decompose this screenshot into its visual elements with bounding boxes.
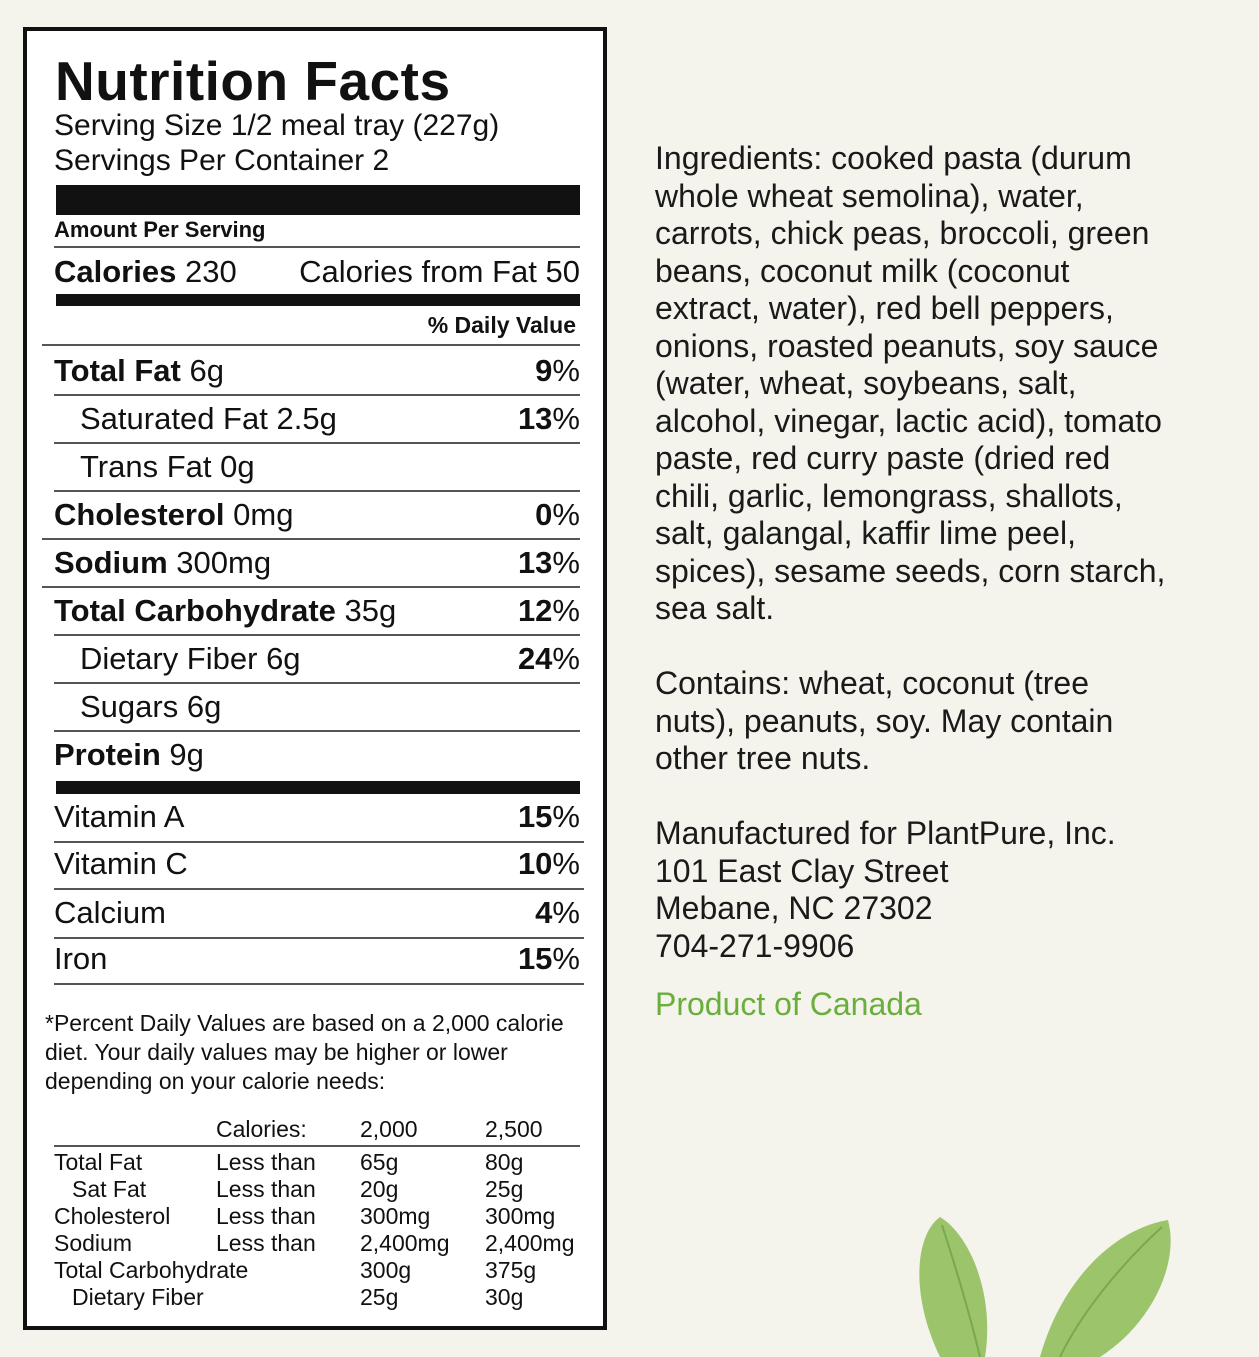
nutrient-label bbox=[54, 497, 293, 533]
vitamin-name: Iron bbox=[54, 941, 108, 976]
footnote: *Percent Daily Values are based on a 2,000 calorie diet. Your daily values may be higher or lower depending on your calorie needs: bbox=[45, 1010, 564, 1094]
divider bbox=[54, 394, 580, 396]
divider bbox=[54, 937, 584, 939]
table-row-2000: 300g bbox=[360, 1257, 412, 1283]
vitamin-dv: 4% bbox=[535, 895, 580, 930]
table-row-2500: 30g bbox=[485, 1284, 524, 1310]
calories-label: Calories bbox=[54, 254, 177, 289]
nutrient-amount: 35g bbox=[344, 593, 397, 628]
nutrient-dv: 12% bbox=[517, 593, 580, 628]
nutrient-dv-value: 0 bbox=[535, 497, 553, 532]
text-line: onions, roasted peanuts, soy sauce bbox=[655, 327, 1159, 364]
divider bbox=[54, 682, 580, 684]
text-line: sea salt. bbox=[655, 590, 775, 626]
divider bbox=[54, 246, 580, 248]
contains-text bbox=[655, 665, 1113, 778]
nutrient-amount: 6g bbox=[186, 689, 222, 724]
text-line: salt, galangal, kaffir lime peel, bbox=[655, 515, 1076, 551]
nutrient-dv-value: 13 bbox=[517, 545, 553, 580]
nutrient-label bbox=[54, 593, 396, 629]
nutrient-amount: 9g bbox=[169, 737, 204, 772]
nutrient-dv-value: 9 bbox=[535, 353, 553, 388]
nutrient-row bbox=[54, 401, 580, 437]
table-header-2000: 2,000 bbox=[360, 1116, 418, 1142]
table-row-name: Cholesterol bbox=[54, 1203, 171, 1229]
table-row-2500: 25g bbox=[485, 1176, 524, 1202]
vitamin-row bbox=[54, 895, 580, 931]
nutrient-dv: 13% bbox=[517, 545, 580, 580]
thick-divider bbox=[56, 781, 580, 794]
vitamin-dv: 15% bbox=[517, 799, 580, 834]
text-line: nuts), peanuts, soy. May contain bbox=[655, 702, 1114, 739]
text-line: 704-271-9906 bbox=[655, 927, 855, 964]
vitamin-dv-value: 10 bbox=[517, 846, 553, 881]
nutrient-dv: 13% bbox=[517, 401, 580, 436]
nutrient-amount: 0mg bbox=[233, 497, 294, 532]
vitamin-name: Vitamin C bbox=[54, 846, 188, 881]
vitamin-dv: 10% bbox=[517, 846, 580, 881]
ingredients-text bbox=[655, 140, 1165, 628]
table-row-2000: 2,400mg bbox=[360, 1230, 450, 1256]
divider bbox=[54, 490, 580, 492]
table-row-2500: 80g bbox=[485, 1149, 524, 1175]
nutrient-label bbox=[54, 353, 224, 389]
nutrient-amount: 300mg bbox=[176, 545, 272, 580]
text-line: (water, wheat, soybeans, salt, bbox=[655, 365, 1077, 401]
table-row-2500: 300mg bbox=[485, 1203, 556, 1229]
table-row-qualifier: Less than bbox=[216, 1203, 316, 1229]
nutrient-amount: 6g bbox=[266, 641, 301, 676]
nutrition-title: Nutrition Facts bbox=[55, 50, 451, 112]
vitamin-row bbox=[54, 799, 580, 835]
nutrient-label bbox=[54, 737, 204, 773]
manufacturer-text bbox=[655, 815, 1116, 965]
divider bbox=[42, 344, 580, 346]
table-row-2000: 20g bbox=[360, 1176, 399, 1202]
table-row-name: Sat Fat bbox=[72, 1176, 147, 1202]
nutrient-label bbox=[80, 689, 221, 725]
text-line: Contains: wheat, coconut (tree bbox=[655, 665, 1090, 701]
nutrient-name: Total Fat bbox=[54, 353, 181, 388]
calories-from-fat: Calories from Fat 50 bbox=[299, 254, 580, 289]
text-line: whole wheat semolina), water, bbox=[655, 177, 1084, 214]
table-row-name: Sodium bbox=[54, 1230, 132, 1256]
divider bbox=[54, 1145, 580, 1147]
nutrient-name: Sodium bbox=[54, 545, 168, 580]
nutrient-name: Protein bbox=[54, 737, 161, 772]
text-line: alcohol, vinegar, lactic acid), tomato bbox=[655, 402, 1162, 439]
nutrient-dv: 24% bbox=[517, 641, 580, 676]
vitamin-dv-value: 15 bbox=[517, 941, 553, 976]
nutrient-name: Sugars bbox=[80, 689, 179, 724]
text-line: Manufactured for PlantPure, Inc. bbox=[655, 815, 1116, 851]
nutrient-row bbox=[54, 641, 580, 677]
text-line: paste, red curry paste (dried red bbox=[655, 440, 1111, 476]
text-line: 101 East Clay Street bbox=[655, 852, 949, 889]
leaf-decoration-icon bbox=[900, 1205, 1200, 1357]
nutrient-name: Total Carbohydrate bbox=[54, 593, 336, 628]
text-line: Ingredients: cooked pasta (durum bbox=[655, 140, 1132, 176]
divider bbox=[54, 841, 584, 843]
table-row-2000: 300mg bbox=[360, 1203, 431, 1229]
nutrient-dv-value: 13 bbox=[517, 401, 553, 436]
nutrient-label bbox=[54, 545, 271, 581]
table-row-name: Total Fat bbox=[54, 1149, 143, 1175]
calories-value: 230 bbox=[184, 254, 237, 289]
table-row-name: Dietary Fiber bbox=[72, 1284, 204, 1310]
medium-divider bbox=[56, 294, 580, 306]
vitamin-dv: 15% bbox=[517, 941, 580, 976]
nutrient-amount: 6g bbox=[189, 353, 224, 388]
vitamin-name: Calcium bbox=[54, 895, 166, 930]
nutrient-dv-value: 24 bbox=[517, 641, 553, 676]
table-row-qualifier: Less than bbox=[216, 1176, 316, 1202]
vitamin-name: Vitamin A bbox=[54, 799, 185, 834]
thick-divider bbox=[56, 185, 580, 215]
daily-value-header: % Daily Value bbox=[427, 312, 576, 338]
vitamin-row bbox=[54, 941, 580, 977]
divider bbox=[54, 634, 580, 636]
nutrient-row bbox=[54, 449, 580, 485]
nutrient-label bbox=[80, 401, 337, 437]
nutrient-row bbox=[54, 353, 580, 389]
vitamin-row bbox=[54, 846, 580, 882]
nutrient-dv: 9% bbox=[535, 353, 580, 388]
nutrient-row bbox=[54, 497, 580, 533]
nutrient-row bbox=[54, 545, 580, 581]
divider bbox=[54, 442, 580, 444]
table-header-2500: 2,500 bbox=[485, 1116, 543, 1142]
nutrient-name: Saturated Fat bbox=[80, 401, 268, 436]
divider bbox=[42, 586, 580, 588]
nutrient-name: Dietary Fiber bbox=[80, 641, 258, 676]
vitamin-dv-value: 15 bbox=[517, 799, 553, 834]
divider bbox=[54, 730, 580, 732]
table-row-2000: 25g bbox=[360, 1284, 399, 1310]
nutrient-name: Cholesterol bbox=[54, 497, 225, 532]
nutrient-row bbox=[54, 689, 580, 725]
nutrient-dv-value: 12 bbox=[517, 593, 553, 628]
table-header-calories: Calories: bbox=[216, 1116, 307, 1142]
calories-row bbox=[54, 254, 580, 290]
nutrient-amount: 2.5g bbox=[276, 401, 337, 436]
table-row-qualifier: Less than bbox=[216, 1149, 316, 1175]
divider bbox=[54, 888, 584, 890]
text-line: beans, coconut milk (coconut bbox=[655, 252, 1070, 289]
table-row-2500: 375g bbox=[485, 1257, 537, 1283]
amount-per-serving: Amount Per Serving bbox=[54, 217, 266, 242]
text-line: chili, garlic, lemongrass, shallots, bbox=[655, 477, 1123, 514]
nutrient-row bbox=[54, 737, 580, 773]
nutrient-label bbox=[80, 449, 255, 485]
table-row-2000: 65g bbox=[360, 1149, 399, 1175]
serving-size: Serving Size 1/2 meal tray (227g) bbox=[54, 109, 500, 142]
divider bbox=[42, 538, 580, 540]
servings-per-container: Servings Per Container 2 bbox=[54, 144, 390, 177]
nutrient-amount: 0g bbox=[220, 449, 255, 484]
text-line: extract, water), red bell peppers, bbox=[655, 290, 1114, 326]
text-line: other tree nuts. bbox=[655, 740, 871, 776]
text-line: carrots, chick peas, broccoli, green bbox=[655, 215, 1150, 251]
text-line: spices), sesame seeds, corn starch, bbox=[655, 552, 1166, 589]
divider bbox=[54, 983, 584, 985]
vitamin-dv-value: 4 bbox=[535, 895, 553, 930]
nutrient-name: Trans Fat bbox=[80, 449, 212, 484]
text-line: Mebane, NC 27302 bbox=[655, 890, 933, 926]
product-origin: Product of Canada bbox=[655, 986, 922, 1022]
table-row-qualifier: Less than bbox=[216, 1230, 316, 1256]
nutrient-label bbox=[80, 641, 301, 677]
nutrient-row bbox=[54, 593, 580, 629]
table-row-name: Total Carbohydrate bbox=[54, 1257, 249, 1283]
nutrient-dv: 0% bbox=[535, 497, 580, 532]
table-row-2500: 2,400mg bbox=[485, 1230, 575, 1256]
nutrition-facts-panel bbox=[23, 27, 607, 1330]
